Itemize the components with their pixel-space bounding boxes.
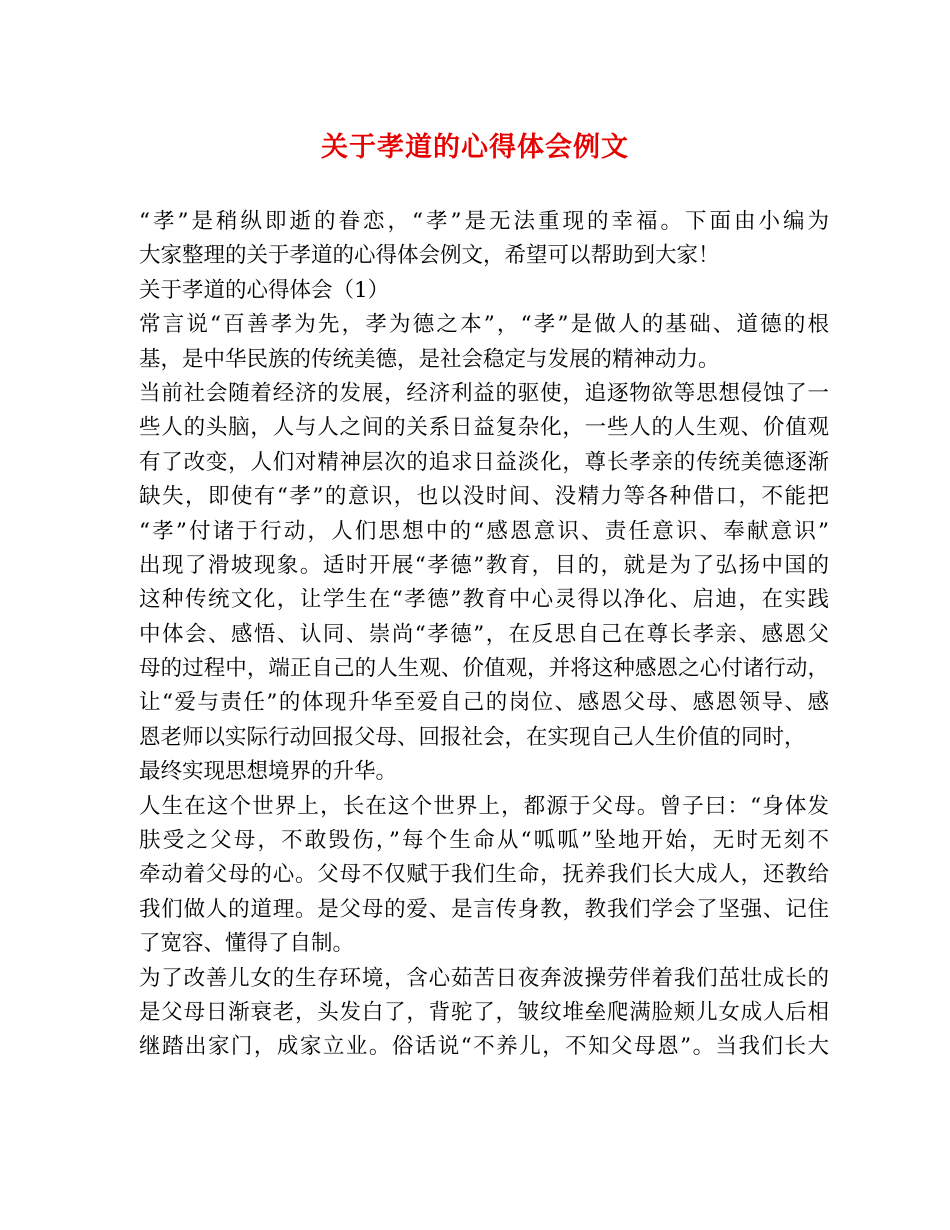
text-line: 恩老师以实际行动回报父母、回报社会，在实现自己人生价值的同时， (139, 724, 806, 750)
text-line: 有了改变，人们对精神层次的追求日益淡化，尊长孝亲的传统美德逐渐 (139, 449, 829, 475)
text-line: “孝”付诸于行动，人们思想中的“感恩意识、责任意识、奉献意识” (139, 518, 829, 544)
text-line: 牵动着父母的心。父母不仅赋于我们生命，抚养我们长大成人，还教给 (139, 862, 829, 888)
text-line: “孝”是稍纵即逝的眷恋，“孝”是无法重现的幸福。下面由小编为 (139, 209, 829, 234)
text-line: 出现了滑坡现象。适时开展“孝德”教育，目的，就是为了弘扬中国的 (139, 552, 829, 578)
text-line: 大家整理的关于孝道的心得体会例文，希望可以帮助到大家！ (139, 243, 720, 269)
document-title: 关于孝道的心得体会例文 (321, 132, 629, 163)
text-line: 母的过程中，端正自己的人生观、价值观，并将这种感恩之心付诸行动， (139, 656, 829, 682)
text-line: 人生在这个世界上，长在这个世界上，都源于父母。曾子曰：“身体发 (139, 793, 829, 819)
text-line: 最终实现思想境界的升华。 (139, 759, 398, 785)
section-heading: 关于孝道的心得体会（1） (139, 277, 390, 303)
text-line: 继踏出家门，成家立业。俗话说“不养儿，不知父母恩”。当我们长大 (139, 1034, 829, 1060)
document-body (139, 205, 829, 1065)
text-line: 了宽容、懂得了自制。 (139, 931, 355, 957)
text-line: 缺失，即使有“孝”的意识，也以没时间、没精力等各种借口，不能把 (139, 484, 829, 510)
text-line: 常言说“百善孝为先，孝为德之本”，“孝”是做人的基础、道德的根 (139, 312, 829, 338)
text-line: 些人的头脑，人与人之间的关系日益复杂化，一些人的人生观、价值观 (139, 415, 829, 441)
text-line: 基，是中华民族的传统美德，是社会稳定与发展的精神动力。 (139, 346, 720, 372)
text-line: 当前社会随着经济的发展，经济利益的驱使，追逐物欲等思想侵蚀了一 (139, 380, 829, 406)
text-line: 我们做人的道理。是父母的爱、是言传身教，教我们学会了坚强、记住 (139, 896, 829, 922)
text-line: 这种传统文化，让学生在“孝德”教育中心灵得以净化、启迪，在实践 (139, 587, 829, 613)
text-line: 中体会、感悟、认同、崇尚“孝德”，在反思自己在尊长孝亲、感恩父 (139, 621, 829, 647)
text-line: 肤受之父母，不敢毁伤，”每个生命从“呱呱”坠地开始，无时无刻不 (139, 828, 829, 854)
text-line: 让“爱与责任”的体现升华至爱自己的岗位、感恩父母、感恩领导、感 (139, 690, 829, 716)
text-line: 是父母日渐衰老，头发白了，背驼了，皱纹堆垒爬满脸颊儿女成人后相 (139, 999, 829, 1025)
text-line: 为了改善儿女的生存环境，含心茹苦日夜奔波操劳伴着我们茁壮成长的 (139, 965, 829, 991)
